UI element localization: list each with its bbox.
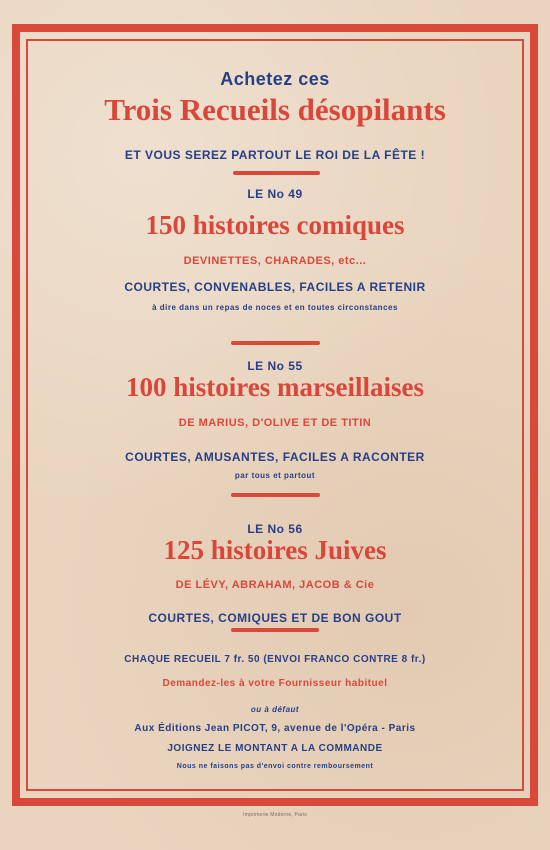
book-subtitle-55: DE MARIUS, D'OLIVE ET DE TITIN (178, 417, 372, 429)
section-divider (231, 628, 319, 632)
page-title: Trois Recueils désopilants (104, 92, 446, 127)
book-number-55: LE No 55 (247, 359, 303, 373)
book-title-49: 150 histoires comiques (145, 210, 405, 240)
book-subtitle-49: DEVINETTES, CHARADES, etc... (183, 255, 367, 267)
book-subtitle-56: DE LÉVY, ABRAHAM, JACOB & Cie (175, 579, 375, 591)
section-divider (231, 493, 320, 497)
header-intro: Achetez ces (220, 69, 330, 89)
book-description-49: COURTES, CONVENABLES, FACILES A RETENIR (124, 280, 426, 294)
book-title-56: 125 histoires Juives (163, 535, 387, 565)
supplier-note: Demandez-les à votre Fournisseur habituel (162, 678, 388, 689)
header-subtitle: ET VOUS SEREZ PARTOUT LE ROI DE LA FÊTE ! (124, 148, 426, 162)
book-number-56: LE No 56 (247, 522, 303, 536)
book-description-55: COURTES, AMUSANTES, FACILES A RACONTER (125, 450, 425, 464)
price-line: CHAQUE RECUEIL 7 fr. 50 (ENVOI FRANCO CONTRE 8 fr.) (124, 654, 426, 665)
book-note-55: par tous et partout (234, 471, 316, 480)
book-number-49: LE No 49 (247, 187, 303, 201)
order-note: JOIGNEZ LE MONTANT A LA COMMANDE (167, 743, 383, 754)
book-note-49: à dire dans un repas de noces et en toutes circonstances (152, 303, 398, 312)
book-title-55: 100 histoires marseillaises (126, 372, 424, 402)
delivery-note: Nous ne faisons pas d'envoi contre remboursement (176, 763, 374, 770)
publisher-line: Aux Éditions Jean PICOT, 9, avenue de l'Opéra - Paris (134, 723, 416, 734)
fallback-note: ou à défaut (250, 705, 300, 714)
section-divider (231, 341, 320, 345)
book-description-56: COURTES, COMIQUES ET DE BON GOUT (148, 611, 402, 625)
printer-credit: Imprimerie Moderne, Paris (243, 812, 307, 818)
section-divider (233, 171, 320, 175)
advertisement (32, 52, 518, 780)
